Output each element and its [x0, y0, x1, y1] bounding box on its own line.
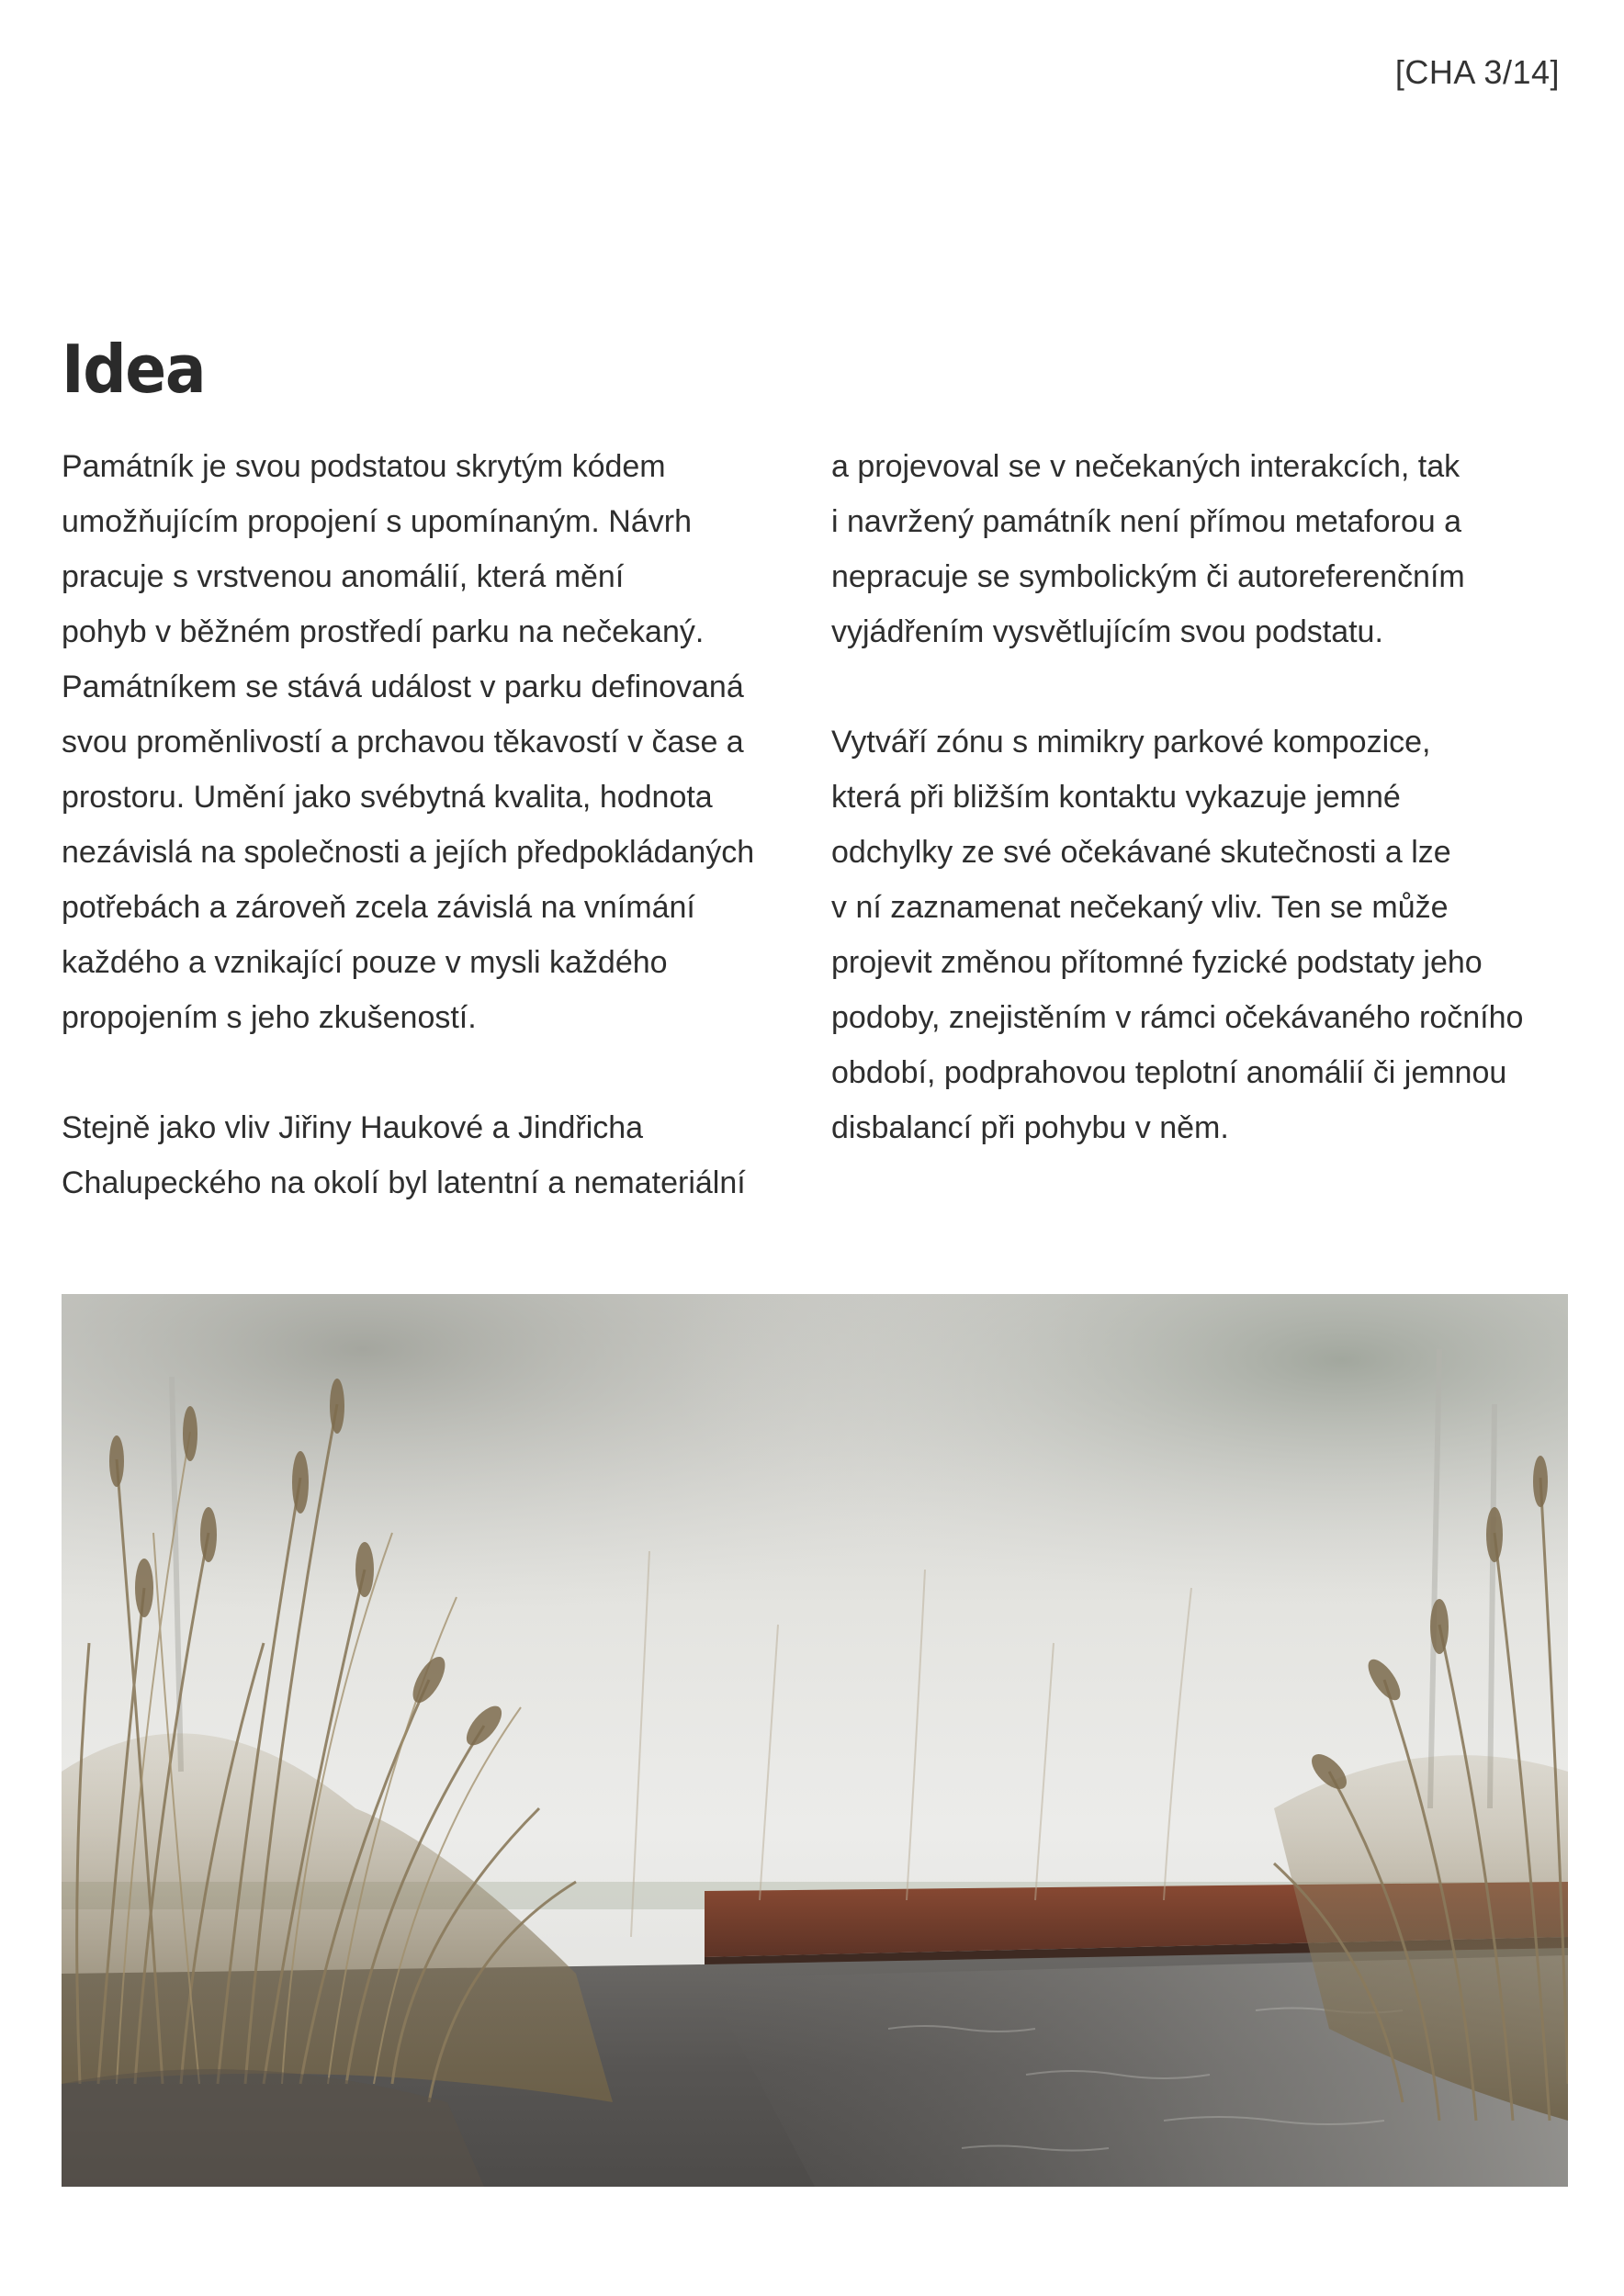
- paragraph: Památník je svou podstatou skrytým kódem umožňujícím propojení s upomínaným. Návrh pracuje s vrstvenou anomálií, která mění pohyb v běžném prostředí parku na nečekaný. Památníkem se stává událost v parku definovaná svou proměnlivostí a prchavou těkavostí v čase a prostoru. Umění jako svébytná kvalita, hodnota nezávislá na společnosti a jejích předpokládaných potřebách a zároveň zcela závislá na vnímání každého a vznikající pouze v mysli každého propojením s jeho zkušeností.: [62, 449, 755, 1035]
- paragraph: Stejně jako vliv Jiřiny Haukové a Jindřicha Chalupeckého na okolí byl latentní a nemateriální: [62, 1110, 746, 1200]
- text-column-right: [831, 439, 1585, 1210]
- park-rendering-image: [62, 1294, 1568, 2187]
- text-column-left: [62, 439, 824, 1266]
- page-reference: [CHA 3/14]: [1394, 53, 1560, 91]
- page-title: Idea: [62, 331, 206, 408]
- paragraph: a projevoval se v nečekaných interakcích, tak i navržený památník není přímou metaforou a nepracuje se symbolickým či autoreferenčním vyjádřením vysvětlujícím svou podstatu.: [831, 449, 1465, 649]
- paragraph: Vytváří zónu s mimikry parkové kompozice, která při bližším kontaktu vykazuje jemné odchylky ze své očekávané skutečnosti a lze v ní zaznamenat nečekaný vliv. Ten se může projevit změnou přítomné fyzické podstaty jeho podoby, znejistěním v rámci očekávaného ročního období, podprahovou teplotní anomálií či jemnou disbalancí při pohybu v něm.: [831, 725, 1524, 1145]
